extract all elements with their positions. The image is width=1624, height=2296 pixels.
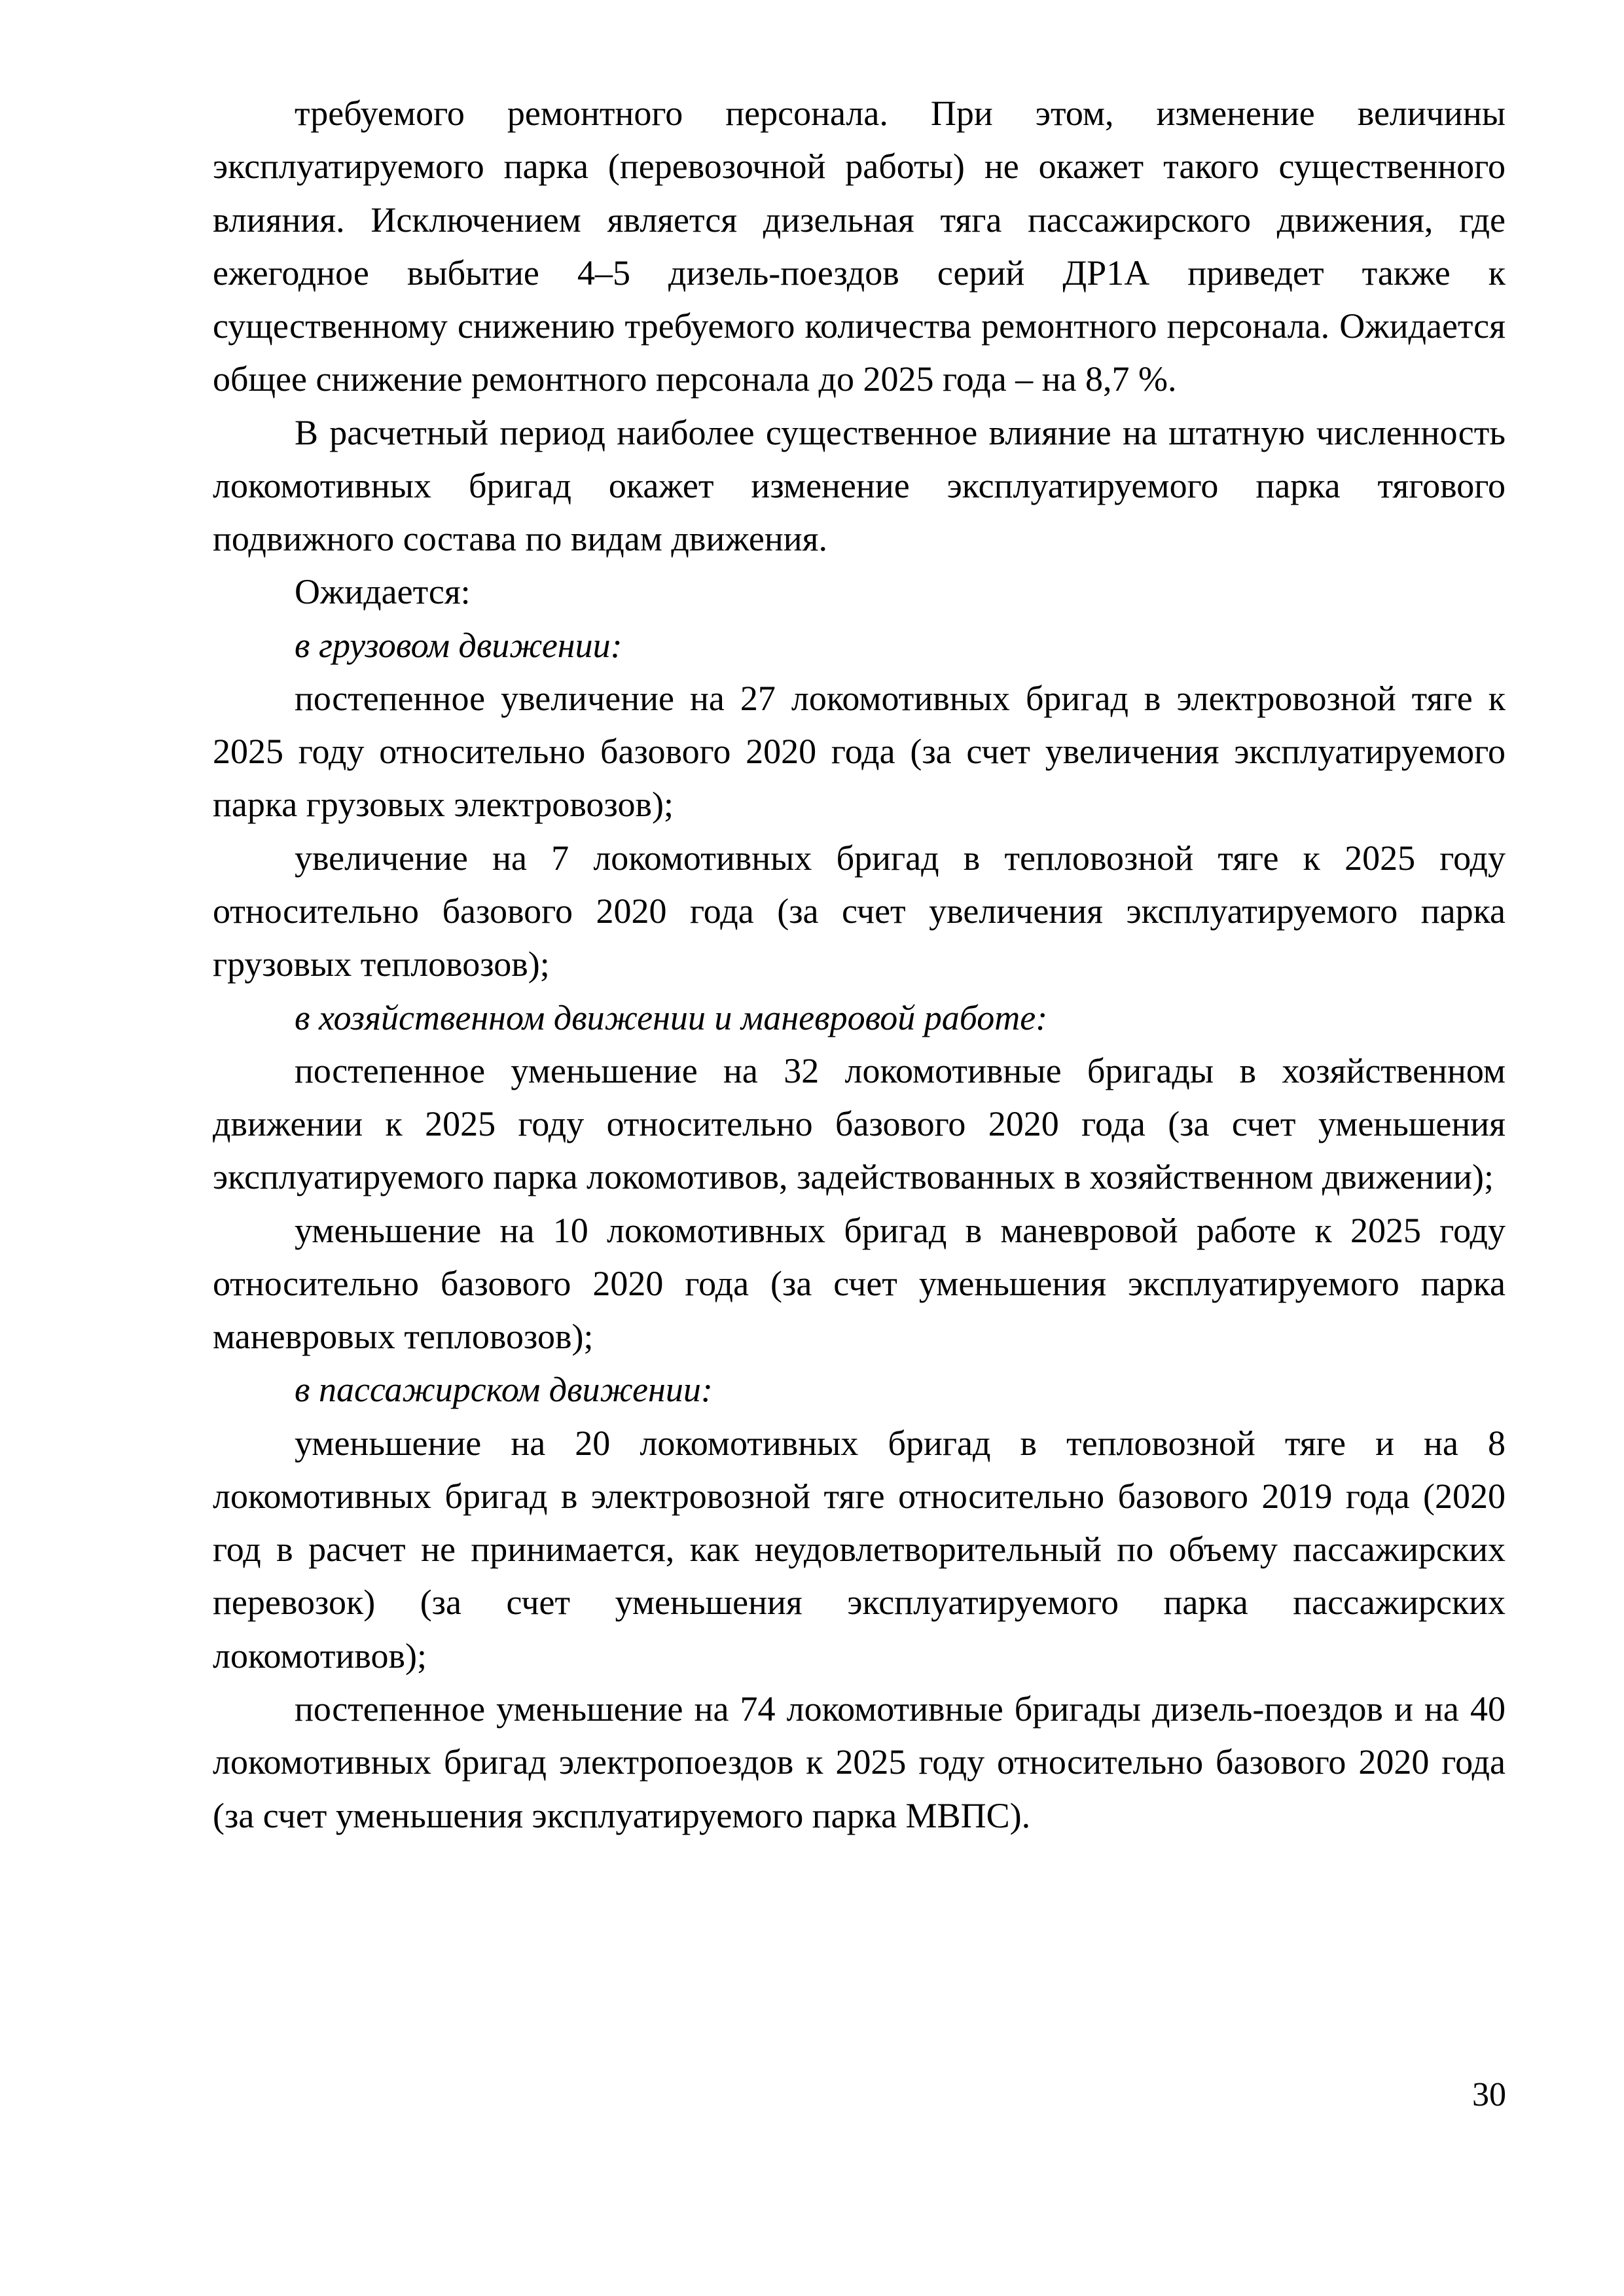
page-text-body [213, 87, 1506, 1842]
subheading-passenger-movement: в пассажирском движении: [295, 1370, 713, 1410]
paragraph-passenger-locomotives: уменьшение на 20 локомотивных бригад в тепловозной тяге и на 8 локомотивных бригад в электровозной тяге относительно базового 2019 года (2020 год в расчет не принимается, как неудовлетворительный по объему пассажирских перевозок) (за счет уменьшения эксплуатируемого парка пассажирских локомотивов); [213, 1423, 1506, 1676]
subheading-economic-and-shunting: в хозяйственном движении и маневровой работе: [295, 997, 1048, 1037]
paragraph-freight-diesel-traction: увеличение на 7 локомотивных бригад в тепловозной тяге к 2025 году относительно базового 2020 года (за счет увеличения эксплуатируемого парка грузовых тепловозов); [213, 838, 1506, 984]
paragraph-economic-movement: постепенное уменьшение на 32 локомотивные бригады в хозяйственном движении к 2025 году относительно базового 2020 года (за счет уменьшения эксплуатируемого парка локомотивов, задействованных в хозяйственном движении); [213, 1050, 1506, 1197]
paragraph-mvps-brigades: постепенное уменьшение на 74 локомотивные бригады дизель-поездов и на 40 локомотивных бригад электропоездов к 2025 году относительно базового 2020 года (за счет уменьшения эксплуатируемого парка МВПС). [213, 1689, 1506, 1835]
paragraph-calculation-period: В расчетный период наиболее существенное влияние на штатную численность локомотивных бригад окажет изменение эксплуатируемого парка тягового подвижного состава по видам движения. [213, 412, 1506, 559]
paragraph-repair-personnel: требуемого ремонтного персонала. При этом, изменение величины эксплуатируемого парка (перевозочной работы) не окажет такого существенного влияния. Исключением является дизельная тяга пассажирского движения, где ежегодное выбытие 4–5 дизель-поездов серий ДР1А приведет также к существенному снижению требуемого количества ремонтного персонала. Ожидается общее снижение ремонтного персонала до 2025 года – на 8,7 %. [213, 94, 1506, 399]
paragraph-expected-intro: Ожидается: [295, 572, 471, 612]
paragraph-freight-electric-traction: постепенное увеличение на 27 локомотивных бригад в электровозной тяге к 2025 году относительно базового 2020 года (за счет увеличения эксплуатируемого парка грузовых электровозов); [213, 678, 1506, 825]
paragraph-shunting-work: уменьшение на 10 локомотивных бригад в маневровой работе к 2025 году относительно базового 2020 года (за счет уменьшения эксплуатируемого парка маневровых тепловозов); [213, 1210, 1506, 1357]
page-number: 30 [1472, 2076, 1506, 2113]
subheading-freight-movement: в грузовом движении: [295, 625, 623, 665]
